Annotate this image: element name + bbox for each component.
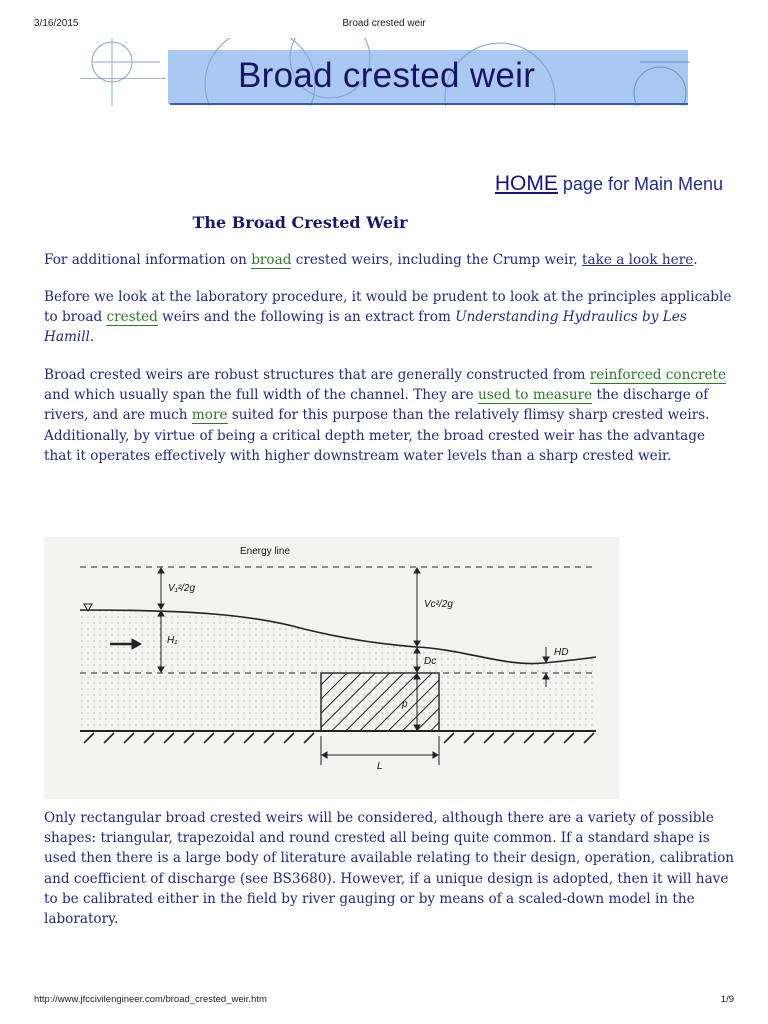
print-footer — [0, 994, 768, 1008]
p-label: p — [402, 699, 408, 710]
print-title: Broad crested weir — [342, 18, 426, 29]
keyword-link-reinforced-concrete[interactable]: reinforced concrete — [589, 367, 727, 383]
home-line — [495, 172, 723, 196]
h1-label: H₁ — [167, 635, 178, 646]
weir-block — [321, 673, 439, 731]
article-heading: The Broad Crested Weir — [192, 213, 408, 232]
text: and which usually span the full width of the channel. They are — [44, 387, 479, 404]
footer-page-number: 1/9 — [720, 994, 734, 1005]
energy-line-label: Energy line — [240, 546, 291, 557]
keyword-link-more[interactable]: more — [191, 407, 228, 424]
text: weirs and the following is an extract from — [157, 309, 456, 326]
print-header — [0, 18, 768, 32]
keyword-link-used-to-measure[interactable]: used to measure — [478, 387, 593, 404]
paragraph-additional-info — [44, 250, 734, 270]
weir-diagram — [44, 537, 619, 799]
banner — [80, 38, 690, 106]
home-rest-text: page for Main Menu — [562, 174, 723, 194]
text: the discharge of rivers, and are much — [44, 387, 709, 424]
text: crested weirs, including the Crump weir, — [291, 252, 583, 268]
weir-diagram-svg — [44, 537, 619, 799]
paragraph-robust-structures — [44, 365, 734, 466]
text: . — [89, 329, 95, 346]
paragraph-principles — [44, 287, 734, 348]
text: Broad crested weirs are robust structures that are generally constructed from — [44, 367, 590, 383]
footer-url: http://www.jfccivilengineer.com/broad_crested_weir.htm — [34, 994, 267, 1005]
text: suited for this purpose than the relatively flimsy sharp crested weirs. Additionally, by virtue of being a critical depth meter, the broad crested weir has the advantage that it operates effectively with higher downstream water levels than a sharp crested weir. — [44, 407, 710, 464]
take-a-look-here-link[interactable]: take a look here — [582, 252, 694, 268]
keyword-link-crested[interactable]: crested — [106, 309, 158, 326]
paragraph-rectangular-weirs: Only rectangular broad crested weirs will be considered, although there are a variety of possible shapes: triangular, trapezoidal and round crested all being quite common. If a standard shape is used then there is a large body of literature available relating to their design, operation, calibration and coefficient of discharge (see BS3680). However, if a unique design is adopted, then it will have to be calibrated either in the field by river gauging or by means of a scaled-down model in the laboratory. — [44, 810, 735, 928]
v1-head-label: V₁²/2g — [168, 583, 196, 594]
text: Before we look at the laboratory procedure, it would be prudent to look at the principles applicable to broad — [44, 289, 732, 326]
book-title: Understanding Hydraulics by Les Hamill — [44, 309, 687, 346]
keyword-link-broad[interactable]: broad — [251, 252, 292, 268]
text: . — [693, 252, 698, 268]
l-label: L — [377, 761, 383, 772]
print-date: 3/16/2015 — [34, 18, 79, 29]
banner-title: Broad crested weir — [238, 56, 536, 95]
dc-label: Dc — [424, 656, 437, 667]
vc-head-label: Vc²/2g — [424, 599, 453, 610]
home-link[interactable]: HOME — [494, 172, 558, 195]
text: For additional information on — [44, 252, 252, 268]
hd-label: HD — [554, 647, 569, 658]
